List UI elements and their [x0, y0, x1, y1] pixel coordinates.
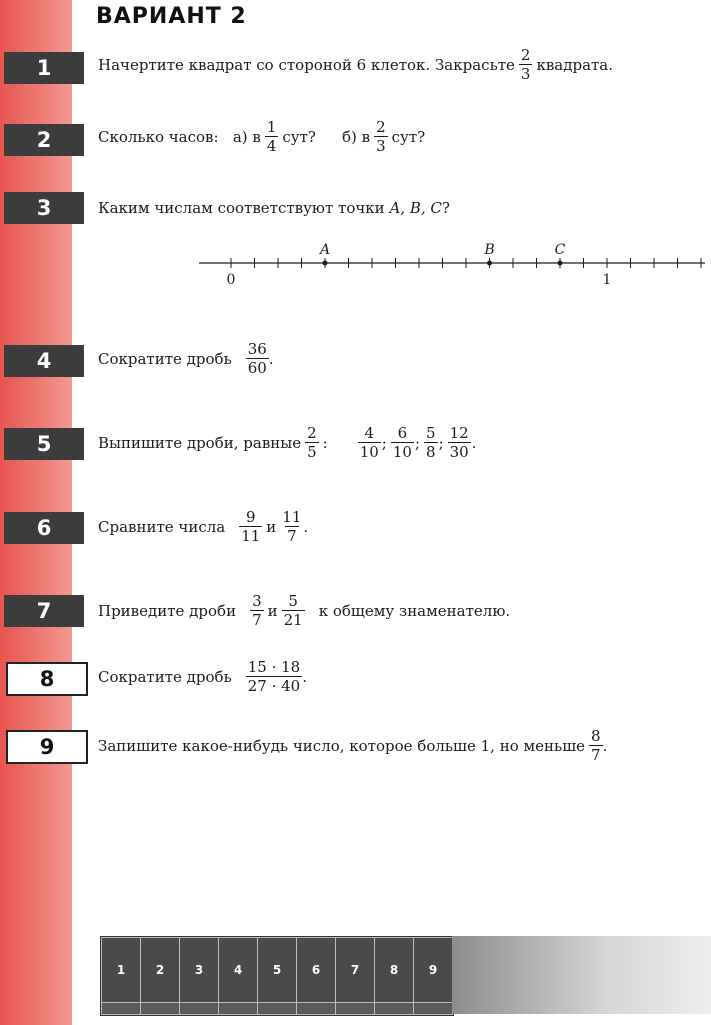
answer-grid-answer-row — [102, 1003, 453, 1015]
answer-grid-answer-cell — [336, 1003, 375, 1015]
fraction-denominator: 5 — [307, 443, 317, 461]
separator: ; — [381, 433, 387, 452]
fraction — [374, 118, 388, 155]
task-1-text — [98, 46, 613, 83]
fraction-denominator: 10 — [359, 443, 379, 461]
task-2-unit-a: сут? — [282, 127, 316, 146]
fraction-numerator: 2 — [520, 46, 531, 64]
fraction-denominator: 30 — [449, 443, 469, 461]
separator: . — [471, 433, 477, 452]
separator: ; — [438, 433, 444, 452]
answer-grid-header-cell: 2 — [141, 938, 180, 1003]
task-number-8: 8 — [6, 662, 88, 696]
task-2-unit-b: сут? — [391, 127, 426, 146]
task-5-text — [98, 424, 477, 461]
task-3-lead: Каким числам соответствуют точки — [98, 199, 385, 217]
fraction-numerator: 2 — [307, 424, 317, 442]
task-5-lead: Выпишите дроби, равные — [98, 433, 302, 452]
task-2-text — [98, 118, 425, 155]
answer-grid-header-cell: 3 — [180, 938, 219, 1003]
answer-grid-header-cell: 4 — [219, 938, 258, 1003]
fraction-numerator: 36 — [247, 340, 267, 358]
task-9-period: . — [602, 736, 608, 755]
task-number-9: 9 — [6, 730, 88, 764]
fraction-numerator: 8 — [591, 727, 601, 745]
number-line-point-label: A — [319, 242, 331, 258]
task-3-text — [98, 198, 450, 218]
task-8-lead: Сократите дробь — [98, 667, 232, 686]
number-line-label-one: 1 — [602, 272, 612, 288]
fraction-numerator: 12 — [449, 424, 469, 442]
separator: ; — [414, 433, 421, 452]
answer-grid-header-cell: 5 — [258, 938, 297, 1003]
fraction-denominator: 11 — [241, 527, 261, 545]
task-4-period: . — [268, 349, 274, 368]
task-number-3: 3 — [4, 192, 84, 224]
fraction-numerator: 3 — [252, 592, 262, 610]
answer-grid-answer-cell — [180, 1003, 219, 1015]
answer-grid-answer-cell — [297, 1003, 336, 1015]
fraction-numerator: 4 — [364, 424, 375, 442]
task-9-text — [98, 727, 607, 764]
task-number-7: 7 — [4, 595, 84, 627]
fraction-denominator: 3 — [376, 137, 386, 155]
task-2-lead: Сколько часов: а) в — [98, 127, 261, 146]
fraction-denominator: 7 — [591, 746, 601, 764]
answer-grid — [100, 936, 454, 1016]
task-number-2: 2 — [4, 124, 84, 156]
task-5-colon: : — [322, 433, 328, 452]
fraction-denominator: 60 — [247, 359, 267, 377]
answer-grid-header-cell: 6 — [297, 938, 336, 1003]
task-6-period: . — [303, 517, 309, 536]
task-number-4: 4 — [4, 345, 84, 377]
answer-grid-header-cell: 7 — [336, 938, 375, 1003]
task-7-lead: Приведите дроби — [98, 601, 237, 620]
fraction-numerator: 11 — [282, 508, 302, 526]
answer-grid-answer-cell — [219, 1003, 258, 1015]
fraction-denominator: 27 · 40 — [247, 677, 301, 695]
task-number-1: 1 — [4, 52, 84, 84]
task-8-text — [98, 658, 307, 695]
fraction — [246, 658, 302, 695]
task-number-5: 5 — [4, 428, 84, 460]
answer-grid-answer-cell — [102, 1003, 141, 1015]
fraction — [358, 424, 381, 461]
answer-grid-header-row — [102, 938, 453, 1003]
task-1-lead: Начертите квадрат со стороной 6 клеток. Закрасьте — [98, 55, 515, 74]
task-6-lead: Сравните числа — [98, 517, 226, 536]
fraction — [280, 508, 303, 545]
fraction-denominator: 7 — [252, 611, 262, 629]
fraction-denominator: 3 — [520, 65, 531, 83]
answer-grid-answer-cell — [141, 1003, 180, 1015]
number-line-point — [487, 261, 492, 266]
answer-grid-answer-cell — [375, 1003, 414, 1015]
fraction-numerator: 15 · 18 — [247, 658, 301, 676]
fraction — [305, 424, 319, 461]
task-3-points: A, B, C — [389, 199, 442, 217]
variant-title: ВАРИАНТ 2 — [96, 4, 247, 29]
answer-grid-header-cell: 9 — [414, 938, 453, 1003]
task-2-part-b: б) в — [341, 127, 371, 146]
fraction-numerator: 9 — [245, 508, 256, 526]
answer-grid-answer-cell — [258, 1003, 297, 1015]
fraction — [424, 424, 438, 461]
number-line-point-label: B — [484, 242, 495, 258]
fraction — [519, 46, 533, 83]
fraction-denominator: 4 — [266, 137, 277, 155]
number-line-point — [558, 261, 563, 266]
fraction-denominator: 10 — [392, 443, 412, 461]
number-line-point — [323, 261, 328, 266]
answer-grid-answer-cell — [414, 1003, 453, 1015]
fraction-numerator: 2 — [376, 118, 386, 136]
task-4-text — [98, 340, 274, 377]
fraction-denominator: 21 — [283, 611, 303, 629]
task-7-conjunction: и — [267, 601, 278, 620]
task-4-lead: Сократите дробь — [98, 349, 232, 368]
fraction-denominator: 7 — [287, 527, 297, 545]
fraction — [265, 118, 279, 155]
answer-grid-header-cell: 1 — [102, 938, 141, 1003]
task-7-tail: к общему знаменателю. — [318, 601, 511, 620]
fraction-denominator: 8 — [426, 443, 436, 461]
fraction — [391, 424, 414, 461]
fraction — [239, 508, 262, 545]
fraction-numerator: 5 — [288, 592, 298, 610]
fraction — [250, 592, 264, 629]
number-line-label-zero: 0 — [226, 272, 236, 288]
number-line — [195, 235, 705, 295]
fraction-numerator: 6 — [397, 424, 408, 442]
task-6-conjunction: и — [266, 517, 277, 536]
fraction-numerator: 5 — [426, 424, 436, 442]
task-7-text — [98, 592, 510, 629]
answer-grid-header-cell: 8 — [375, 938, 414, 1003]
grid-shading — [452, 936, 711, 1014]
fraction — [448, 424, 471, 461]
number-line-point-label: C — [554, 242, 566, 258]
task-1-tail: квадрата. — [536, 55, 614, 74]
fraction — [246, 340, 269, 377]
fraction-numerator: 1 — [266, 118, 277, 136]
task-6-text — [98, 508, 308, 545]
task-number-6: 6 — [4, 512, 84, 544]
task-8-period: . — [302, 667, 307, 686]
task-9-lead: Запишите какое-нибудь число, которое больше 1, но меньше — [98, 736, 586, 755]
task-3-question-mark: ? — [441, 199, 450, 217]
fraction — [282, 592, 305, 629]
fraction — [589, 727, 603, 764]
